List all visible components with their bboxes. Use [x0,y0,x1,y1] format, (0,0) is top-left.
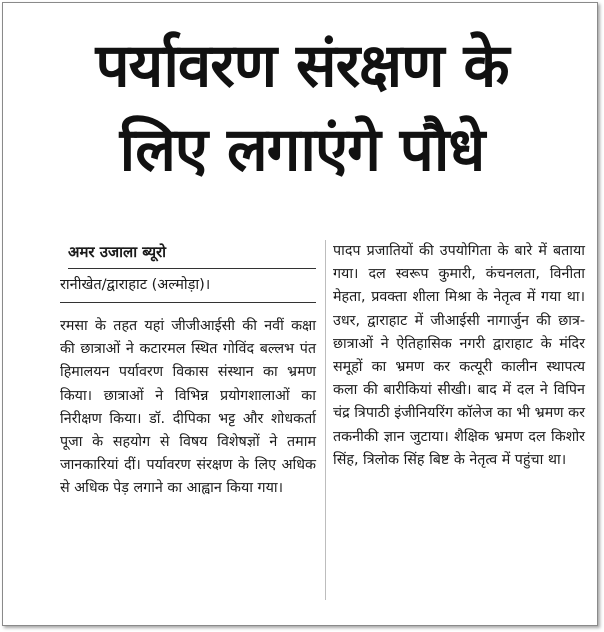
dateline: रानीखेत/द्वाराहाट (अल्मोड़ा)। [60,269,316,303]
headline-line-2: लिए लगाएंगे पौधे [119,115,485,185]
column-divider [325,240,326,600]
headline-line-1: पर्यावरण संरक्षण के [95,31,509,101]
article-column-left [60,240,316,501]
byline: अमर उजाला ब्यूरो [68,240,316,269]
article-body-right: पादप प्रजातियों की उपयोगिता के बारे में बताया गया। दल स्वरूप कुमारी, कंचनलता, विनीता मेहता, प्रवक्ता शीला मिश्रा के नेतृत्व में गया था। उधर, द्वाराहाट में जीआईसी नागार्जुन की छात्र-छात्राओं ने ऐतिहासिक नगरी द्वाराहाट के मंदिर समूहों का भ्रमण कर कत्यूरी कालीन स्थापत्य कला की बारीकियां सीखी। बाद में दल ने विपिन चंद्र त्रिपाठी इंजीनियरिंग कॉलेज का भी भ्रमण कर तकनीकी ज्ञान जुटाया। शैक्षिक भ्रमण दल किशोर सिंह, त्रिलोक सिंह बिष्ट के नेतृत्व में पहुंचा था। [333,243,585,468]
article-body-left: रमसा के तहत यहां जीजीआईसी की नवीं कक्षा की छात्राओं ने कटारमल स्थित गोविंद बल्लभ पंत हिमालयन पर्यावरण विकास संस्थान का भ्रमण किया। छात्राओं ने विभिन्न प्रयोगशालाओं का निरीक्षण किया। डॉ. दीपिका भट्ट और शोधकर्ता पूजा के सहयोग से विषय विशेषज्ञों ने तमाम जानकारियां दीं। पर्यावरण संरक्षण के लिए अधिक से अधिक पेड़ लगाने का आह्वान किया गया। [60,318,316,497]
article-column-right [333,240,585,472]
